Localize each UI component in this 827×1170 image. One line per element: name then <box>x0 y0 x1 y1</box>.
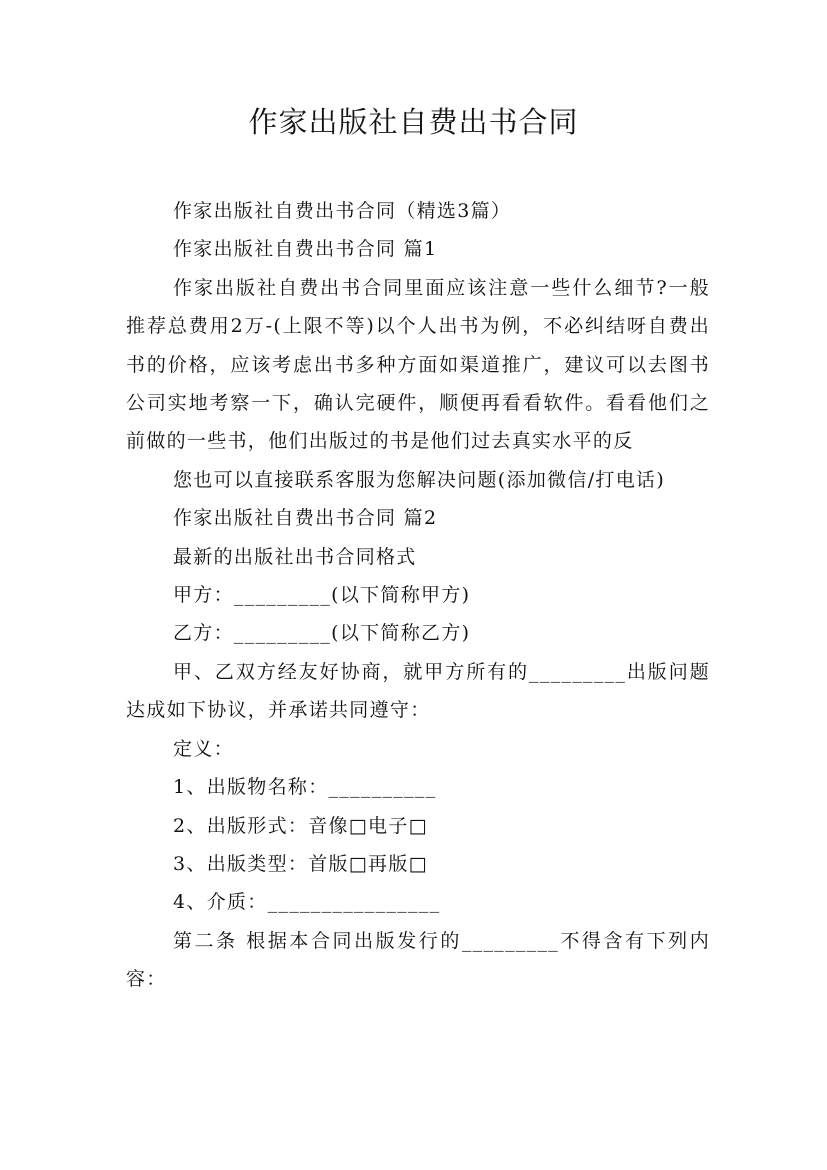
document-title: 作家出版社自费出书合同 <box>248 105 579 139</box>
paragraph: 3、出版类型：首版□再版□ <box>173 852 428 875</box>
paragraph: 您也可以直接联系客服为您解决问题(添加微信/打电话) <box>173 468 666 491</box>
paragraph: 4、介质：________________ <box>173 891 441 914</box>
paragraph: 作家出版社自费出书合同（精选3篇） <box>173 200 512 222</box>
paragraph: 乙方：_________(以下简称乙方) <box>173 622 471 645</box>
paragraph: 1、出版物名称：__________ <box>173 776 437 799</box>
paragraph: 定义： <box>173 737 234 760</box>
paragraph: 最新的出版社出书合同格式 <box>173 545 417 568</box>
paragraph: 甲方：_________(以下简称甲方) <box>173 584 471 607</box>
document-body <box>126 192 710 999</box>
paragraph: 作家出版社自费出书合同 篇2 <box>173 507 438 530</box>
paragraph: 2、出版形式：音像□电子□ <box>173 814 428 837</box>
paragraph: 甲、乙双方经友好协商，就甲方所有的_________出版问题达成如下协议，并承诺共同遵守： <box>126 660 710 722</box>
paragraph: 作家出版社自费出书合同里面应该注意一些什么细节?一般推荐总费用2万-(上限不等)以个人出书为例，不必纠结呀自费出书的价格，应该考虑出书多种方面如渠道推广，建议可以去图书公司实地考察一下，确认完硬件，顺便再看看软件。看看他们之前做的一些书，他们出版过的书是他们过去真实水平的反 <box>126 276 710 453</box>
paragraph: 第二条 根据本合同出版发行的_________不得含有下列内容： <box>126 929 710 991</box>
paragraph: 作家出版社自费出书合同 篇1 <box>173 238 438 261</box>
